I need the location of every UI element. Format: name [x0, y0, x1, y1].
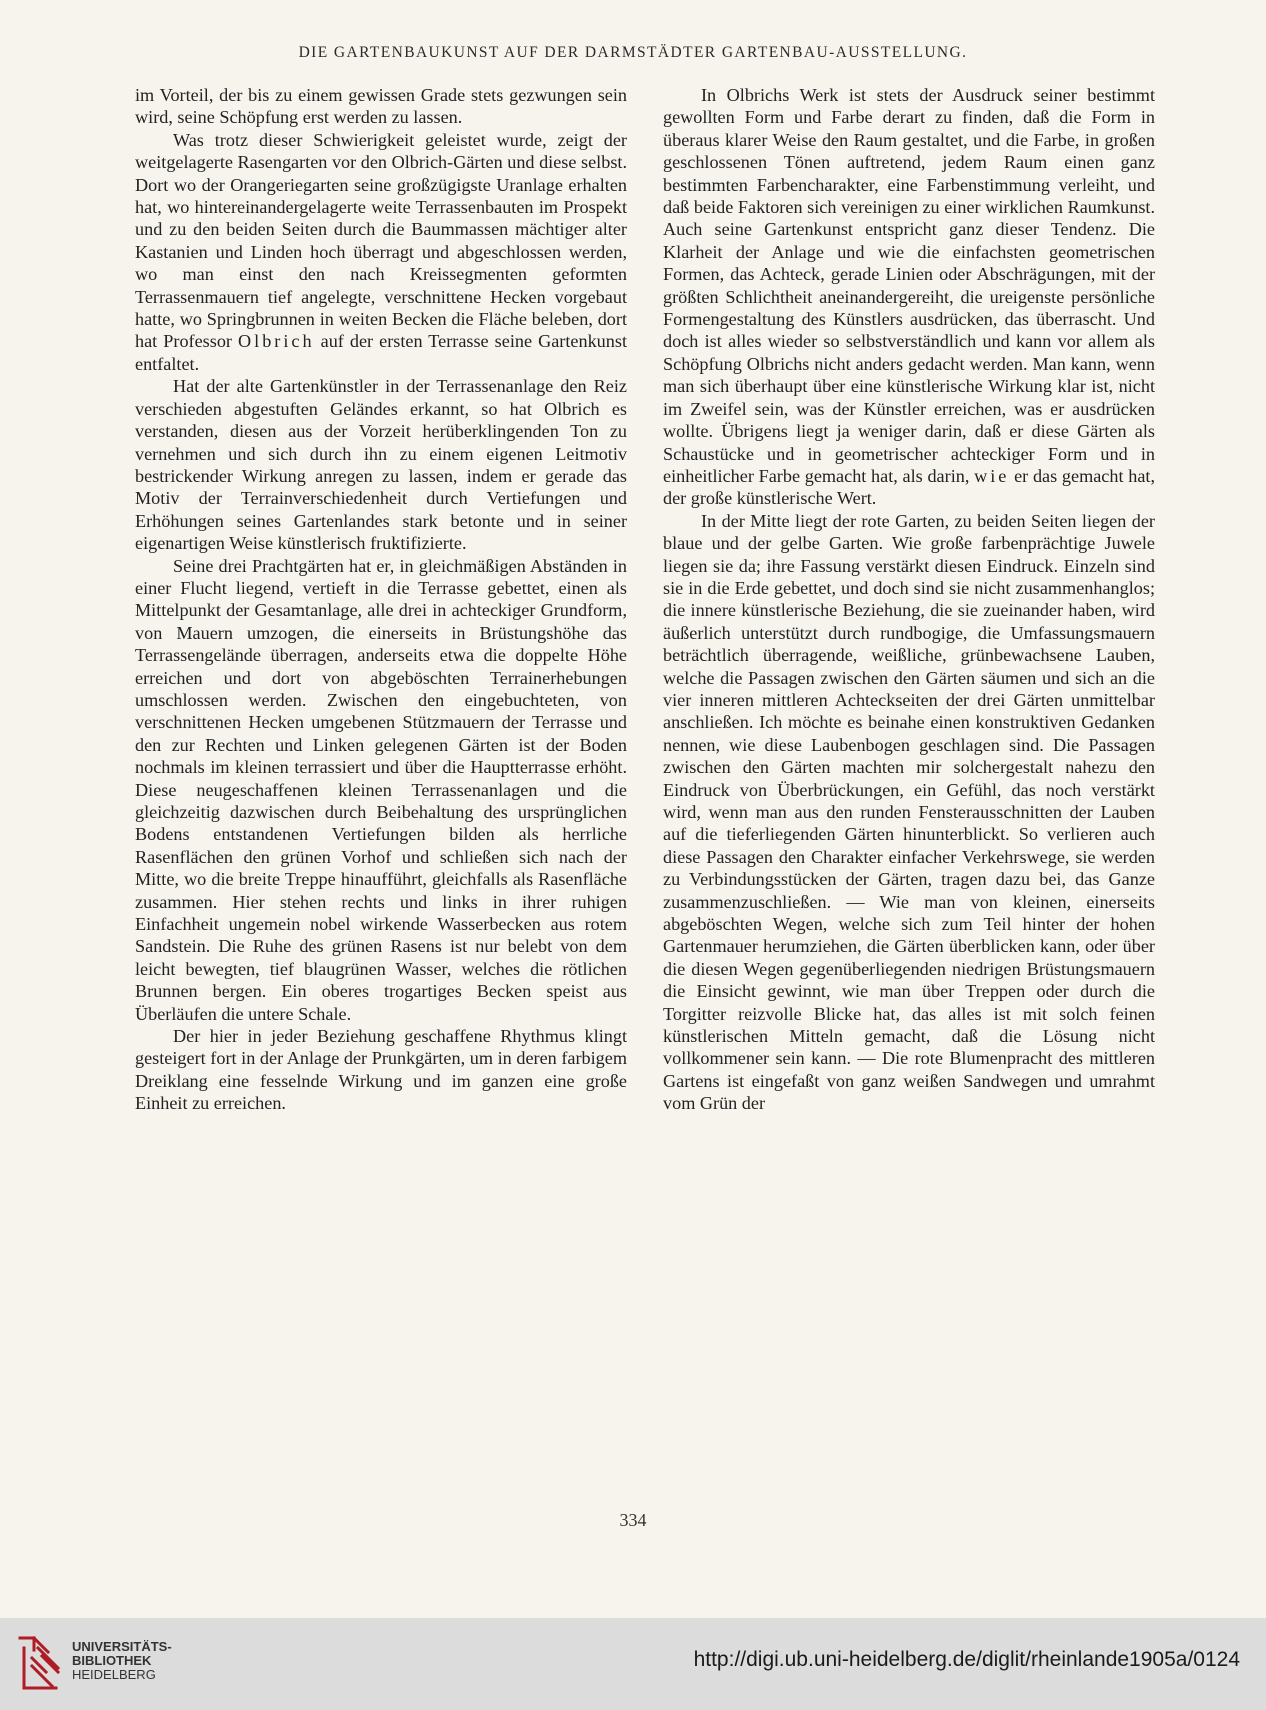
text-run: er das gemacht hat, der große künstlerische Wert.	[663, 465, 1155, 509]
library-name-line: HEIDELBERG	[72, 1667, 156, 1682]
paragraph: Seine drei Prachtgärten hat er, in gleichmäßigen Abständen in einer Flucht liegend, vertieft in die Terrasse gebettet, einen als Mittelpunkt der Gesamtanlage, alle drei in achteckiger Grundform, von Mauern umzogen, die einerseits in Brüstungshöhe das Terrassengelände überragen, anderseits etwa die doppelte Höhe erreichen und dort von abgeböschten Terrainerhebungen umschlossen werden. Zwischen den eingebuchteten, von verschnittenen Hecken umgebenen Stützmauern der Terrasse und den zur Rechten und Linken gelegenen Gärten ist der Boden nochmals im kleinen terrassiert und über die Hauptterrasse erhöht. Diese neugeschaffenen kleinen Terrassenanlagen und die gleichzeitig dazwischen durch Beibehaltung des ursprünglichen Bodens entstandenen Vertiefungen bilden als herrliche Rasenflächen den grünen Vorhof und schließen sich nach der Mitte, wo die breite Treppe hinaufführt, gleichfalls als Rasenfläche zusammen. Hier stehen rechts und links in ihrer ruhigen Einfachheit ungemein nobel wirkende Wasserbecken aus rotem Sandstein. Die Ruhe des grünen Rasens ist nur belebt von dem leicht bewegten, tief blaugrünen Wasser, welches die rötlichen Brunnen bergen. Ein oberes trogartiges Becken speist aus Überläufen die untere Schale.	[135, 555, 627, 1024]
text-run: In Olbrichs Werk ist stets der Ausdruck seiner bestimmt gewollten Form und Farbe derart zu finden, daß die Form in überaus klarer Weise den Raum gestaltet, und die Farbe, in großen geschlossenen Tönen auftretend, jedem Raum einen ganz bestimmten Farbencharakter, eine Farbenstimmung verleiht, und daß beide Faktoren sich vereinigen zu einer wirklichen Raumkunst. Auch seine Gartenkunst entspricht ganz dieser Tendenz. Die Klarheit der Anlage und wie die einfachsten geometrischen Formen, das Achteck, gerade Linien oder Abschrägungen, mit der größten Schlichtheit aneinandergereiht, die ureigenste persönliche Formengestaltung des Künstlers ausdrücken, das überrascht. Und doch ist alles wieder so selbstverständlich und kann vor allem als Schöpfung Olbrichs nicht anders gedacht werden. Man kann, wenn man sich überhaupt über eine künstlerische Wirkung klar ist, nicht im Zweifel sein, was der Künstler erreichen, was er ausdrücken wollte. Übrigens liegt ja weniger darin, daß er diese Gärten als Schaustücke und in geometrischer achteckiger Form und in einheitlicher Farbe gemacht hat,	[663, 85, 1155, 486]
library-name	[72, 1640, 172, 1682]
ub-heidelberg-logo-icon	[12, 1628, 64, 1694]
footer-bar	[0, 1618, 1266, 1710]
spaced-name: Olbrich	[238, 331, 315, 352]
right-column	[663, 84, 1155, 1115]
paragraph	[663, 84, 1155, 510]
paragraph: In der Mitte liegt der rote Garten, zu beiden Seiten liegen der blaue und der gelbe Garten. Wie große farbenprächtige Juwele liegen sie da; ihre Fassung verstärkt diesen Eindruck. Einzeln sind sie in die Erde gebettet, und doch sind sie nicht zusammenhanglos; die innere künstlerische Beziehung, die sie zueinander haben, wird äußerlich unterstützt durch rundbogige, die Umfassungsmauern beträchtlich überragende, weißliche, grünbewachsene Lauben, welche die Passagen zwischen den Gärten säumen und sich an die vier inneren mittleren Achteckseiten der drei Gärten unmittelbar anschließen. Ich möchte es beinahe einen konstruktiven Gedanken nennen, wie diese Laubenbogen geschlagen sind. Die Passagen zwischen den Gärten machten mir solchergestalt nahezu den Eindruck von Überbrückungen, ein Gefühl, das noch verstärkt wird, wenn man aus den runden Fensterausschnitten der Lauben auf die tieferliegenden Gärten hinunterblickt. So verlieren auch diese Passagen den Charakter einfacher Verkehrswege, sie werden zu Verbindungsstücken der Gärten, tragen dazu bei, das Ganze zusammenzuschließen. — Wie man von kleinen, einerseits abgeböschten Wegen, welche sich zum Teil hinter der hohen Gartenmauer herumziehen, die Gärten überblicken kann, oder über die diesen Wegen gegenüberliegenden niedrigen Brüstungsmauern die Einsicht gewinnt, wie man über Treppen oder durch die Torgitter reizvolle Blicke hat, das alles ist mit solch feinen künstlerischen Mitteln gemacht, daß die Lösung nicht vollkommener sein kann. — Die rote Blumenpracht des mittleren Gartens ist eingefaßt von ganz weißen Sandwegen und umrahmt vom Grün der	[663, 510, 1155, 1114]
paragraph: Hat der alte Gartenkünstler in der Terrassenanlage den Reiz verschieden abgestuften Geländes erkannt, so hat Olbrich es verstanden, diesen aus der Vorzeit herüberklingenden Ton zu vernehmen und sich durch ihn zu einem eigenen Leitmotiv bestrickender Wirkung anregen zu lassen, indem er gerade das Motiv der Terrainverschiedenheit durch Vertiefungen und Erhöhungen seines Gartenlandes stark betonte und in seiner eigenartigen Weise künstlerisch fruktifizierte.	[135, 376, 627, 554]
text-run: Was trotz dieser Schwierigkeit geleistet wurde, zeigt der weitgelagerte Rasengarten vor den Olbrich-Gärten und diese selbst. Dort wo der Orangeriegarten seine großzügigste Uranlage erhalten hat, wo hintereinandergelagerte weite Terrassenbauten im Prospekt und zu den beiden Seiten durch die Baummassen mächtiger alter Kastanien und Linden hoch überragt und abgeschlossen werden, wo man einst den nach Kreissegmenten geformten Terrassenmauern tief angelegte, verschnittene Hecken vorgebaut hatte, wo Springbrunnen in weiten Becken die Fläche beleben, dort hat Professor	[135, 129, 627, 352]
left-column	[135, 84, 627, 1115]
page-number: 334	[619, 1510, 647, 1530]
paragraph	[135, 129, 627, 375]
paragraph: im Vorteil, der bis zu einem gewissen Grade stets gezwungen sein wird, seine Schöpfung erst werden zu lassen.	[135, 85, 627, 128]
permalink-url[interactable]: http://digi.ub.uni-heidelberg.de/diglit/rheinlande1905a/0124	[693, 1648, 1240, 1671]
paragraph: Der hier in jeder Beziehung geschaffene Rhythmus klingt gesteigert fort in der Anlage der Prunkgärten, um in deren farbigem Dreiklang eine fesselnde Wirkung und im ganzen eine große Einheit zu erreichen.	[135, 1026, 627, 1114]
spaced-word: wie	[974, 465, 1010, 486]
text-run: als darin,	[902, 465, 970, 486]
library-name-line: BIBLIOTHEK	[72, 1653, 152, 1668]
text-run: auf der ersten Terrasse seine Gartenkunst entfaltet.	[135, 331, 627, 374]
library-name-line: UNIVERSITÄTS-	[72, 1639, 172, 1654]
running-title: DIE GARTENBAUKUNST AUF DER DARMSTÄDTER GARTENBAU-AUSSTELLUNG.	[298, 44, 968, 61]
